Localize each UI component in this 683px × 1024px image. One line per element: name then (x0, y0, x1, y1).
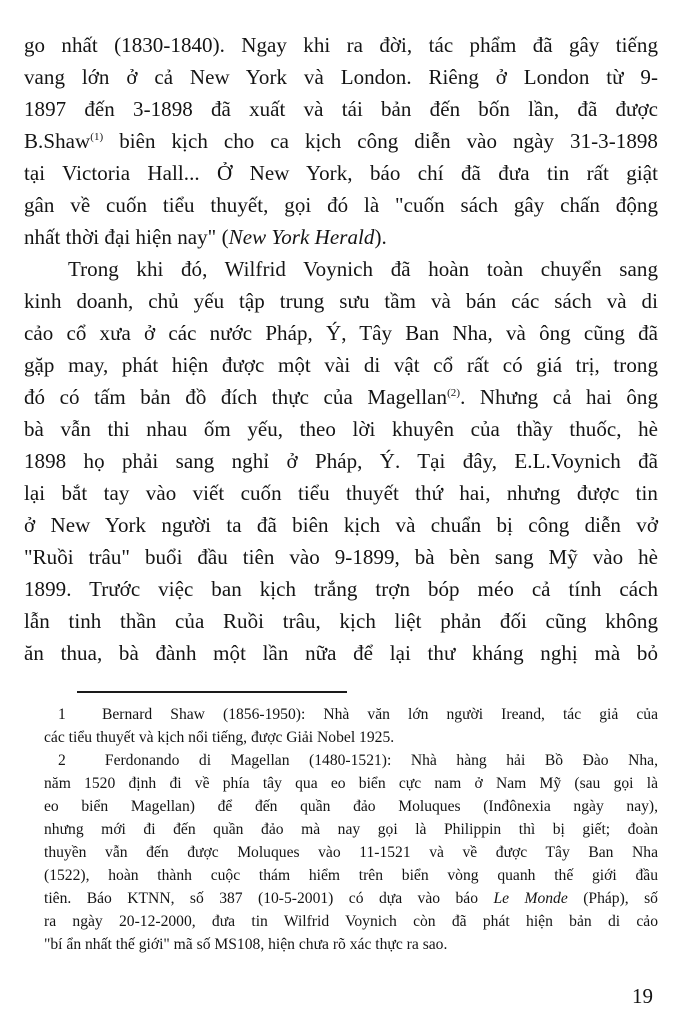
body-line: kinh doanh, chủ yếu tập trung sưu tầm và bán các sách và di (24, 289, 658, 313)
body-text: ). (374, 225, 387, 249)
body-line: Trong khi đó, Wilfrid Voynich đã hoàn toàn chuyển sang (68, 257, 658, 281)
body-line (24, 224, 658, 250)
footnote-line: eo biển Magellan) để đến quần đảo Moluques (Inđônexia ngày nay), (44, 798, 658, 815)
footnote-marker: 2 (58, 752, 66, 769)
body-line: gặp may, phát hiện được một vài di vật cổ rất có giá trị, trong (24, 353, 658, 377)
body-line: gân về cuốn tiểu thuyết, gọi đó là "cuốn sách gây chấn động (24, 193, 658, 217)
footnote-text: (Pháp), số (567, 890, 658, 907)
footnote-text: Bernard Shaw (1856-1950): Nhà văn lớn người Ireand, tác giả của (101, 706, 659, 723)
body-line: "Ruồi trâu" buổi đầu tiên vào 9-1899, bà bèn sang Mỹ vào hè (24, 545, 658, 569)
body-line: ở New York người ta đã biên kịch và chuẩn bị công diễn vở (24, 513, 658, 537)
footnote-line: "bí ẩn nhất thế giới" mã số MS108, hiện chưa rõ xác thực ra sao. (44, 936, 448, 953)
body-line: 1897 đến 3-1898 đã xuất và tái bản đến bốn lần, đã được (24, 97, 658, 121)
body-text: B.Shaw (24, 129, 91, 153)
footnote-line (44, 889, 658, 909)
body-line: go nhất (1830-1840). Ngay khi ra đời, tác phẩm đã gây tiếng (24, 33, 658, 57)
body-text: nhất thời đại hiện nay" ( (24, 225, 229, 249)
italic-title: New York Herald (228, 225, 375, 249)
footnote-line (58, 705, 658, 725)
footnote-line: năm 1520 định đi về phía tây qua eo biển cực nam ở Nam Mỹ (sau gọi là (44, 775, 658, 792)
body-line: 1898 họ phải sang nghỉ ở Pháp, Ý. Tại đây, E.L.Voynich đã (24, 449, 658, 473)
body-line: vang lớn ở cả New York và London. Riêng ở London từ 9- (24, 65, 658, 89)
footnote-text: tiên. Báo KTNN, số 387 (10-5-2001) có dựa vào báo (44, 890, 494, 907)
body-text: biên kịch cho ca kịch công diễn vào ngày 31-3-1898 (119, 129, 658, 153)
footnote-text: Ferdonando di Magellan (1480-1521): Nhà hàng hải Bồ Đào Nha, (104, 752, 658, 769)
footnote-line: (1522), hoàn thành cuộc thám hiểm trên biển vòng quanh thế giới đầu (44, 867, 658, 884)
body-text: đó có tấm bản đồ đích thực của Magellan (24, 385, 448, 409)
body-line: ăn thua, bà đành một lần nữa để lại thư kháng nghị mà bỏ (24, 641, 658, 665)
body-line: tại Victoria Hall... Ở New York, báo chí đã đưa tin rất giật (24, 161, 658, 185)
footnote-marker: 1 (58, 706, 66, 723)
body-text: . Nhưng cả hai ông (460, 385, 659, 409)
footnote-ref: (2) (447, 387, 461, 399)
body-line (24, 384, 658, 410)
body-line: bà vẫn thi nhau ốm yếu, theo lời khuyên của thầy thuốc, hè (24, 417, 658, 441)
footnote-ref: (1) (90, 131, 104, 143)
body-line: cảo cổ xưa ở các nước Pháp, Ý, Tây Ban Nha, và ông cũng đã (24, 321, 658, 345)
footnote-separator (77, 691, 347, 693)
footnote-line: các tiểu thuyết và kịch nổi tiếng, được Giải Nobel 1925. (44, 729, 395, 746)
italic-title: Le Monde (493, 890, 568, 907)
body-line (24, 128, 658, 154)
footnote-line: nhưng mới đi đến quần đảo mà nay gọi là Philippin thì bị giết; đoàn (44, 821, 658, 838)
footnote-line: thuyền vẫn đến được Moluques vào 11-1521 và về được Tây Ban Nha (44, 844, 658, 861)
page-number: 19 (632, 984, 653, 1008)
footnote-line (58, 751, 658, 771)
body-line: 1899. Trước việc ban kịch trắng trợn bóp méo cả tính cách (24, 577, 658, 601)
body-line: lẫn tinh thần của Ruồi trâu, kịch liệt phản đối cũng không (24, 609, 658, 633)
footnote-line: ra ngày 20-12-2000, đưa tin Wilfrid Voynich còn đã phát hiện bản di cảo (44, 913, 658, 930)
body-line: lại bắt tay vào viết cuốn tiểu thuyết thứ hai, nhưng được tin (24, 481, 658, 505)
